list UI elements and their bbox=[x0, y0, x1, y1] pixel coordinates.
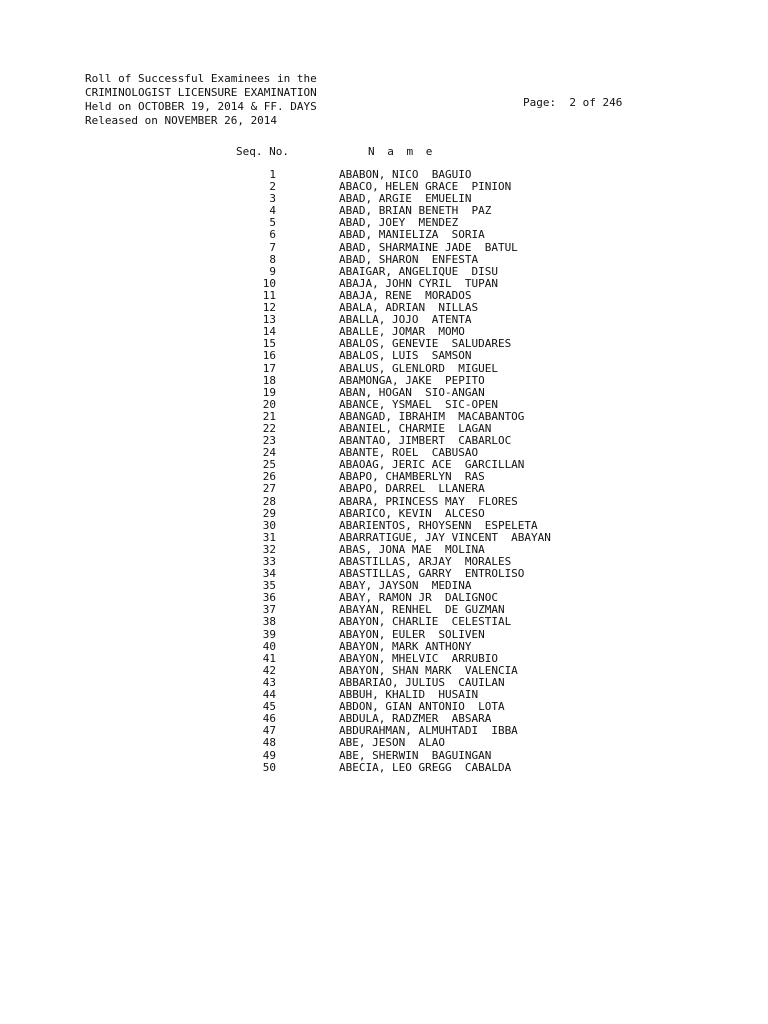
header-title-line: Roll of Successful Examinees in the bbox=[85, 72, 317, 85]
examinee-name: ABABON, NICO BAGUIO bbox=[339, 168, 472, 181]
seq-number: 49 bbox=[262, 748, 276, 762]
seq-number: 34 bbox=[262, 567, 276, 581]
examinee-name: ABAIGAR, ANGELIQUE DISU bbox=[339, 264, 498, 278]
seq-number: 26 bbox=[262, 470, 276, 484]
seq-number: 15 bbox=[262, 337, 276, 351]
seq-number: 6 bbox=[269, 228, 276, 242]
seq-number: 17 bbox=[262, 361, 276, 375]
seq-number: 18 bbox=[262, 373, 276, 387]
header-exam-date: Held on OCTOBER 19, 2014 & FF. DAYS bbox=[85, 100, 317, 113]
page-number: Page: 2 of 246 bbox=[523, 96, 623, 109]
seq-number: 28 bbox=[262, 494, 276, 508]
examinee-name: ABECIA, LEO GREGG CABALDA bbox=[339, 760, 512, 774]
examinee-name: ABANIEL, CHARMIE LAGAN bbox=[339, 421, 492, 435]
column-headers bbox=[0, 145, 768, 159]
seq-number: 5 bbox=[269, 216, 276, 230]
seq-number: 47 bbox=[262, 724, 276, 738]
seq-number: 10 bbox=[262, 276, 276, 290]
seq-number: 16 bbox=[262, 349, 276, 363]
seq-number: 9 bbox=[269, 264, 276, 278]
examinee-name: ABANCE, YSMAEL SIC-OPEN bbox=[339, 397, 498, 411]
examinee-name: ABAMONGA, JAKE PEPITO bbox=[339, 373, 485, 387]
examinee-name: ABAYON, CHARLIE CELESTIAL bbox=[339, 615, 512, 629]
examinee-name: ABAYON, EULER SOLIVEN bbox=[339, 627, 485, 641]
list-item bbox=[0, 508, 768, 520]
list-item bbox=[0, 242, 768, 254]
examinee-name: ABALLA, JOJO ATENTA bbox=[339, 313, 472, 327]
seq-number: 25 bbox=[262, 458, 276, 472]
seq-number: 38 bbox=[262, 615, 276, 629]
examinee-name: ABAYAN, RENHEL DE GUZMAN bbox=[339, 603, 505, 617]
examinee-name: ABACO, HELEN GRACE PINION bbox=[339, 180, 512, 194]
examinee-name: ABANTE, ROEL CABUSAO bbox=[339, 446, 479, 460]
seq-number: 31 bbox=[262, 530, 276, 544]
column-header-seq: Seq. No. bbox=[236, 145, 289, 158]
seq-number: 44 bbox=[262, 688, 276, 702]
seq-number: 13 bbox=[262, 313, 276, 327]
seq-number: 11 bbox=[262, 288, 276, 302]
list-item bbox=[0, 496, 768, 508]
examinee-name: ABAD, MANIELIZA SORIA bbox=[339, 228, 485, 242]
column-header-name: N a m e bbox=[368, 145, 436, 158]
seq-number: 30 bbox=[262, 518, 276, 532]
seq-number: 1 bbox=[269, 168, 276, 181]
examinee-name: ABAS, JONA MAE MOLINA bbox=[339, 542, 485, 556]
seq-number: 4 bbox=[269, 204, 276, 218]
header-release-date: Released on NOVEMBER 26, 2014 bbox=[85, 114, 278, 127]
list-item bbox=[0, 641, 768, 653]
examinee-name: ABDURAHMAN, ALMUHTADI IBBA bbox=[339, 724, 518, 738]
seq-number: 35 bbox=[262, 579, 276, 593]
list-item bbox=[0, 616, 768, 628]
seq-number: 40 bbox=[262, 639, 276, 653]
header-exam-name: CRIMINOLOGIST LICENSURE EXAMINATION bbox=[85, 86, 317, 99]
list-item bbox=[0, 363, 768, 375]
seq-number: 39 bbox=[262, 627, 276, 641]
examinee-name: ABAY, JAYSON MEDINA bbox=[339, 579, 472, 593]
examinee-name: ABAD, SHARON ENFESTA bbox=[339, 252, 479, 266]
examinee-name: ABALUS, GLENLORD MIGUEL bbox=[339, 361, 498, 375]
examinee-name: ABAPO, CHAMBERLYN RAS bbox=[339, 470, 485, 484]
seq-number: 14 bbox=[262, 325, 276, 339]
examinee-name: ABBARIAO, JULIUS CAUILAN bbox=[339, 675, 505, 689]
seq-number: 21 bbox=[262, 409, 276, 423]
seq-number: 36 bbox=[262, 591, 276, 605]
seq-number: 19 bbox=[262, 385, 276, 399]
seq-number: 29 bbox=[262, 506, 276, 520]
seq-number: 32 bbox=[262, 542, 276, 556]
examinee-name: ABARIENTOS, RHOYSENN ESPELETA bbox=[339, 518, 538, 532]
examinee-name: ABALOS, GENEVIE SALUDARES bbox=[339, 337, 512, 351]
examinee-name: ABAD, ARGIE EMUELIN bbox=[339, 192, 472, 206]
examinee-name: ABALLE, JOMAR MOMO bbox=[339, 325, 465, 339]
examinee-name: ABAD, SHARMAINE JADE BATUL bbox=[339, 240, 518, 254]
seq-number: 2 bbox=[269, 180, 276, 194]
list-item bbox=[0, 375, 768, 387]
examinee-name: ABE, JESON ALAO bbox=[339, 736, 445, 750]
examinee-name: ABAJA, JOHN CYRIL TUPAN bbox=[339, 276, 498, 290]
list-item bbox=[0, 254, 768, 266]
seq-number: 23 bbox=[262, 434, 276, 448]
list-item bbox=[0, 350, 768, 362]
examinee-name: ABE, SHERWIN BAGUINGAN bbox=[339, 748, 492, 762]
seq-number: 22 bbox=[262, 421, 276, 435]
seq-number: 45 bbox=[262, 700, 276, 714]
examinee-name: ABAD, JOEY MENDEZ bbox=[339, 216, 459, 230]
examinee-name: ABANTAO, JIMBERT CABARLOC bbox=[339, 434, 512, 448]
examinee-list bbox=[0, 169, 768, 774]
examinee-name: ABALA, ADRIAN NILLAS bbox=[339, 301, 479, 315]
seq-number: 33 bbox=[262, 555, 276, 568]
examinee-name: ABAD, BRIAN BENETH PAZ bbox=[339, 204, 492, 218]
examinee-name: ABBUH, KHALID HUSAIN bbox=[339, 688, 479, 702]
seq-number: 7 bbox=[269, 240, 276, 254]
examinee-name: ABASTILLAS, ARJAY MORALES bbox=[339, 555, 512, 568]
list-item bbox=[0, 750, 768, 762]
seq-number: 24 bbox=[262, 446, 276, 460]
examinee-name: ABASTILLAS, GARRY ENTROLISO bbox=[339, 567, 525, 581]
examinee-name: ABAJA, RENE MORADOS bbox=[339, 288, 472, 302]
seq-number: 3 bbox=[269, 192, 276, 206]
seq-number: 42 bbox=[262, 663, 276, 677]
examinee-name: ABARICO, KEVIN ALCESO bbox=[339, 506, 485, 520]
examinee-name: ABAOAG, JERIC ACE GARCILLAN bbox=[339, 458, 525, 472]
list-item bbox=[0, 629, 768, 641]
examinee-name: ABAYON, SHAN MARK VALENCIA bbox=[339, 663, 518, 677]
seq-number: 43 bbox=[262, 675, 276, 689]
seq-number: 20 bbox=[262, 397, 276, 411]
examinee-name: ABDON, GIAN ANTONIO LOTA bbox=[339, 700, 505, 714]
list-item bbox=[0, 737, 768, 749]
examinee-name: ABAPO, DARREL LLANERA bbox=[339, 482, 485, 496]
examinee-name: ABAYON, MARK ANTHONY bbox=[339, 639, 472, 653]
examinee-name: ABAN, HOGAN SIO-ANGAN bbox=[339, 385, 485, 399]
list-item bbox=[0, 520, 768, 532]
list-item bbox=[0, 483, 768, 495]
list-item bbox=[0, 229, 768, 241]
examinee-name: ABARRATIGUE, JAY VINCENT ABAYAN bbox=[339, 530, 551, 544]
seq-number: 12 bbox=[262, 301, 276, 315]
seq-number: 8 bbox=[269, 252, 276, 266]
list-item bbox=[0, 762, 768, 774]
examinee-name: ABANGAD, IBRAHIM MACABANTOG bbox=[339, 409, 525, 423]
seq-number: 41 bbox=[262, 651, 276, 665]
seq-number: 27 bbox=[262, 482, 276, 496]
seq-number: 46 bbox=[262, 712, 276, 726]
examinee-name: ABDULA, RADZMER ABSARA bbox=[339, 712, 492, 726]
seq-number: 48 bbox=[262, 736, 276, 750]
seq-number: 37 bbox=[262, 603, 276, 617]
examinee-name: ABARA, PRINCESS MAY FLORES bbox=[339, 494, 518, 508]
seq-number: 50 bbox=[262, 760, 276, 774]
list-item bbox=[0, 387, 768, 399]
examinee-name: ABAY, RAMON JR DALIGNOC bbox=[339, 591, 498, 605]
examinee-name: ABAYON, MHELVIC ARRUBIO bbox=[339, 651, 498, 665]
examinee-name: ABALOS, LUIS SAMSON bbox=[339, 349, 472, 363]
